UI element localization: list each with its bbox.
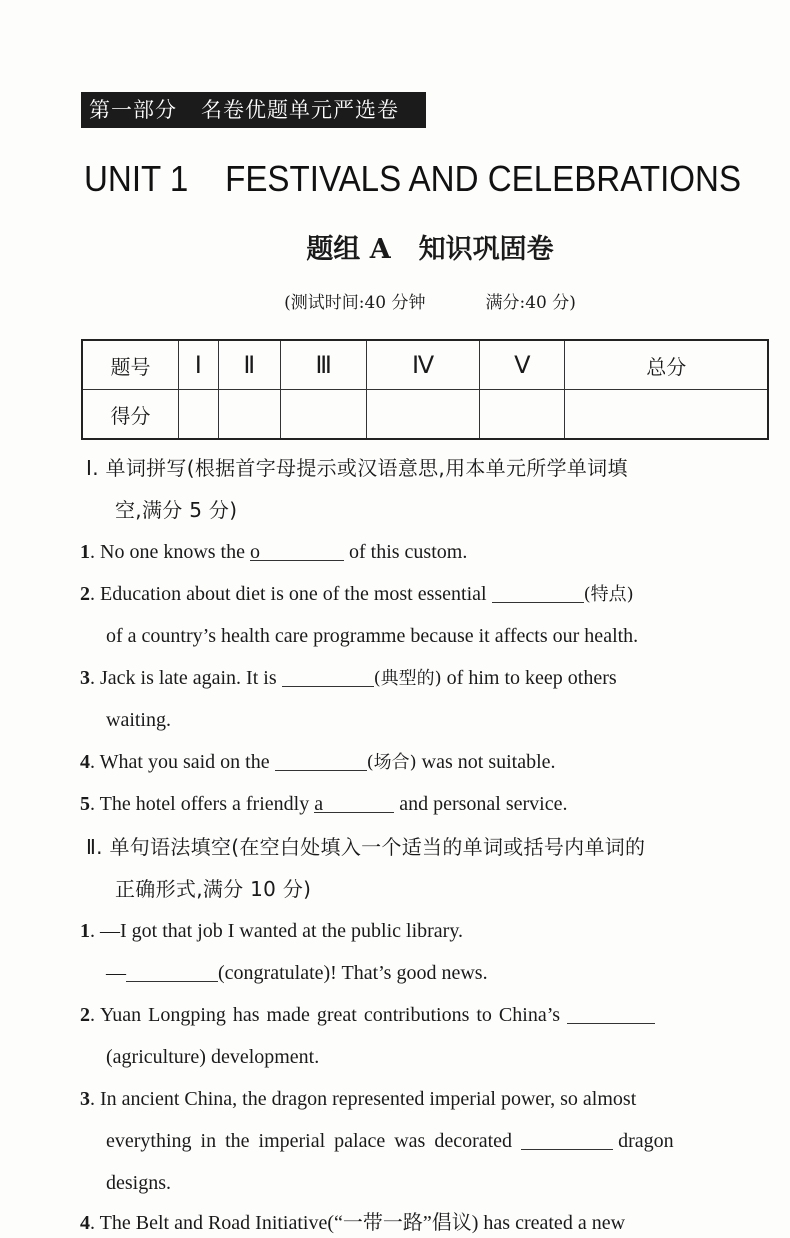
answer-blank[interactable] — [126, 961, 218, 982]
question-text: The hotel offers a friendly — [99, 793, 315, 815]
question-number: 3 — [80, 667, 90, 689]
question-number: 2 — [80, 1004, 90, 1026]
section2-heading-line1: Ⅱ. 单句语法填空(在空白处填入一个适当的单词或括号内单词的 — [86, 835, 646, 859]
score-table-row-label: 得分 — [82, 390, 179, 440]
banner-name: 名卷优题单元严选卷 — [201, 98, 399, 122]
s2-question-2: 2. Yuan Longping has made great contributions to China’s — [80, 1000, 655, 1030]
question-text: was not suitable. — [416, 751, 556, 773]
score-cell-5 — [480, 390, 565, 440]
dialogue-dash: — — [106, 962, 126, 984]
score-cell-total — [565, 390, 768, 440]
score-cell-2 — [218, 390, 281, 440]
s2-question-3-cont2: designs. — [106, 1172, 171, 1194]
answer-blank[interactable] — [567, 1003, 655, 1024]
question-text: The Belt and Road Initiative(“一带一路”倡议) has created a new — [99, 1212, 626, 1234]
question-text: Education about diet is one of the most essential — [100, 583, 492, 605]
score-table-col-total: 总分 — [565, 340, 768, 390]
s1-question-4: 4. What you said on the (场合) was not suitable. — [80, 751, 556, 773]
question-text: of this custom. — [343, 541, 468, 563]
s1-question-3: 3. Jack is late again. It is (典型的) of him to keep others — [80, 667, 617, 689]
s1-question-5: 5. The hotel offers a friendly a and personal service. — [80, 793, 568, 815]
s1-question-2: 2. Education about diet is one of the most essential (特点) — [80, 583, 634, 605]
section-banner — [81, 92, 426, 128]
question-number: 4 — [80, 751, 90, 773]
score-table-score-row — [82, 390, 768, 440]
s1-question-2-cont: of a country’s health care programme because it affects our health. — [106, 625, 639, 647]
s1-question-1: 1. No one knows the o of this custom. — [80, 541, 468, 563]
answer-blank[interactable] — [521, 1129, 613, 1150]
score-table-col-3: Ⅲ — [281, 340, 367, 390]
group-title — [0, 228, 790, 272]
score-table-col-1: Ⅰ — [179, 340, 219, 390]
question-text: Yuan Longping has made great contributions to China’s — [100, 1004, 568, 1026]
section1-heading-line1: Ⅰ. 单词拼写(根据首字母提示或汉语意思,用本单元所学单词填 — [86, 456, 628, 480]
question-number: 1 — [80, 920, 90, 942]
section2-heading-line2: 正确形式,满分 10 分) — [115, 877, 312, 901]
s2-question-3-cont — [106, 1126, 674, 1156]
group-name: 知识巩固卷 — [418, 234, 554, 265]
unit-number: UNIT 1 — [84, 158, 189, 199]
score-table — [81, 339, 769, 440]
question-number: 1 — [80, 541, 90, 563]
score-table-header-label: 题号 — [82, 340, 179, 390]
question-text: —I got that job I wanted at the public library. — [100, 920, 464, 942]
question-text: ! That’s good news. — [330, 962, 488, 984]
answer-blank[interactable] — [275, 750, 367, 771]
score-cell-4 — [367, 390, 480, 440]
score-cell-3 — [281, 390, 367, 440]
s2-question-3: 3. In ancient China, the dragon represented imperial power, so almost — [80, 1088, 637, 1110]
chinese-hint: (特点) — [583, 584, 634, 605]
test-info — [0, 288, 790, 318]
section1-heading-line2: 空,满分 5 分) — [115, 498, 238, 522]
answer-blank[interactable] — [314, 792, 394, 813]
s2-question-2-cont: (agriculture) development. — [106, 1046, 320, 1068]
banner-part: 第一部分 — [89, 98, 177, 122]
question-text: dragon — [613, 1130, 674, 1152]
chinese-hint: (典型的) — [373, 668, 442, 689]
s2-question-1: 1. —I got that job I wanted at the public library. — [80, 920, 464, 942]
score-table-col-5: Ⅴ — [480, 340, 565, 390]
question-text: Jack is late again. It is — [100, 667, 282, 689]
answer-blank[interactable] — [492, 582, 584, 603]
score-table-header-row — [82, 340, 768, 390]
answer-blank[interactable] — [250, 540, 344, 561]
question-number: 3 — [80, 1088, 90, 1110]
unit-name: FESTIVALS AND CELEBRATIONS — [225, 158, 742, 199]
score-cell-1 — [179, 390, 219, 440]
s1-question-3-cont: waiting. — [106, 709, 171, 731]
group-label: 题组 A — [306, 234, 391, 265]
chinese-hint: (场合) — [366, 752, 417, 773]
question-text: What you said on the — [99, 751, 275, 773]
first-letter-hint: a — [314, 793, 324, 815]
s2-question-1-cont — [106, 958, 488, 988]
first-letter-hint: o — [249, 541, 260, 563]
s2-question-4-partial: 4. The Belt and Road Initiative(“一带一路”倡议) has created a new — [80, 1212, 626, 1234]
question-number: 2 — [80, 583, 90, 605]
question-text: of him to keep others — [441, 667, 617, 689]
question-text: and personal service. — [394, 793, 568, 815]
word-hint: (congratulate) — [218, 962, 331, 984]
question-text: In ancient China, the dragon represented imperial power, so almost — [100, 1088, 637, 1110]
question-number: 4 — [80, 1212, 90, 1234]
unit-title — [84, 153, 742, 205]
score-table-col-2: Ⅱ — [218, 340, 281, 390]
test-score: 满分:40 分) — [485, 293, 576, 313]
question-text: everything in the imperial palace was decorated — [106, 1130, 522, 1152]
score-table-col-4: Ⅳ — [367, 340, 480, 390]
answer-blank[interactable] — [282, 666, 374, 687]
test-time: (测试时间:40 分钟 — [284, 293, 426, 313]
question-number: 5 — [80, 793, 90, 815]
question-text: No one knows the — [100, 541, 250, 563]
